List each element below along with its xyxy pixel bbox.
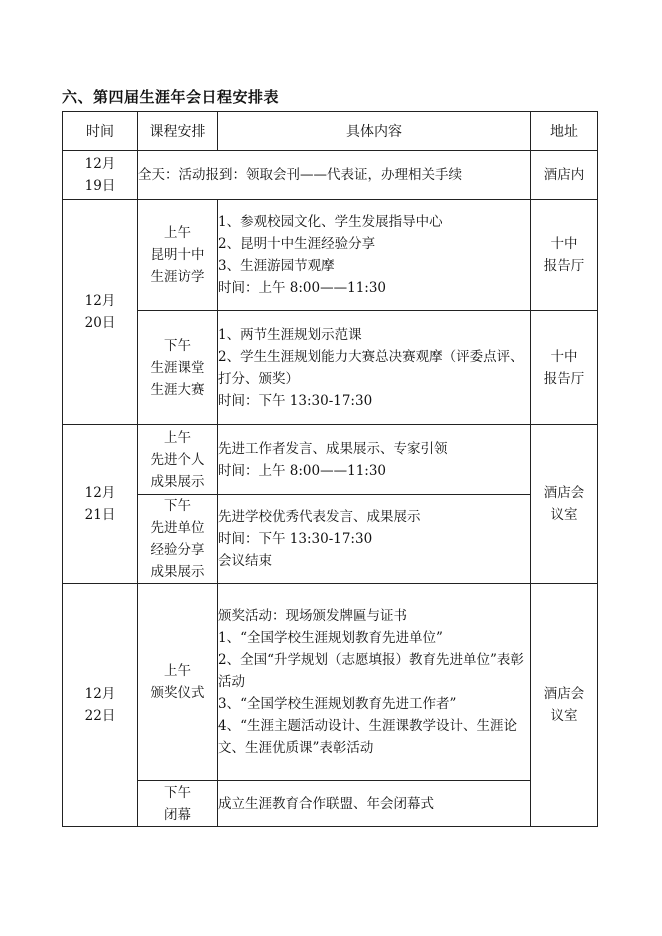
date-line: 12月 (84, 156, 116, 172)
program-line: 上午 (164, 225, 191, 241)
program-cell (138, 200, 218, 311)
program-line: 上午 (164, 663, 191, 679)
program-line: 生涯访学 (150, 269, 205, 285)
content-cell (218, 311, 531, 425)
location-cell (531, 425, 598, 584)
program-line: 先进单位 (150, 520, 205, 536)
content-line: 1、两节生涯规划示范课 (218, 326, 362, 343)
header-program: 课程安排 (138, 112, 218, 151)
table-row (63, 311, 598, 425)
program-cell (138, 584, 218, 781)
table-row (63, 584, 598, 781)
date-cell (63, 584, 138, 827)
location-cell (531, 311, 598, 425)
content-cell (218, 425, 531, 495)
content-line: 全天：活动报到：领取会刊——代表证，办理相关手续 (138, 167, 462, 183)
table-row (63, 781, 598, 827)
content-line: 成立生涯教育合作联盟、年会闭幕式 (218, 795, 434, 812)
header-location: 地址 (531, 112, 598, 151)
content-line: 先进工作者发言、成果展示、专家引领 (218, 440, 448, 457)
program-line: 经验分享 (150, 542, 205, 558)
header-content: 具体内容 (218, 112, 531, 151)
date-line: 20日 (84, 315, 116, 331)
table-row (63, 200, 598, 311)
content-line: 1、“全国学校生涯规划教育先进单位” (218, 630, 443, 646)
program-line: 下午 (164, 337, 191, 354)
page-title: 六、第四届生涯年会日程安排表 (62, 88, 280, 106)
program-line: 昆明十中 (150, 247, 205, 263)
content-line: 时间：上午 8:00——11:30 (218, 280, 387, 296)
program-line: 先进个人 (150, 451, 205, 468)
date-line: 12月 (84, 293, 116, 309)
content-line: 时间：下午 13:30-17:30 (218, 392, 373, 409)
program-line: 闭幕 (164, 806, 191, 823)
content-line: 3、“全国学校生涯规划教育先进工作者” (218, 696, 457, 712)
location-line: 议室 (550, 507, 578, 523)
content-line: 颁奖活动：现场颁发牌匾与证书 (218, 608, 407, 624)
program-cell (138, 495, 218, 584)
table-row (63, 151, 598, 200)
program-cell (138, 781, 218, 827)
program-line: 下午 (164, 784, 191, 801)
location-line: 酒店会 (543, 686, 585, 702)
date-line: 22日 (84, 708, 116, 724)
date-line: 21日 (84, 507, 116, 523)
program-line: 生涯大赛 (150, 381, 205, 398)
date-cell (63, 425, 138, 584)
content-cell (218, 584, 531, 781)
content-line: 1、参观校园文化、学生发展指导中心 (218, 214, 443, 230)
content-cell (138, 151, 531, 200)
content-line: 2、全国“升学规划（志愿填报）教育先进单位”表彰活动 (218, 652, 524, 690)
location-line: 报告厅 (543, 258, 585, 274)
table-row (63, 495, 598, 584)
date-cell (63, 151, 138, 200)
program-line: 上午 (164, 429, 191, 446)
content-cell (218, 781, 531, 827)
header-time: 时间 (63, 112, 138, 151)
date-line: 19日 (84, 178, 116, 194)
table-row (63, 425, 598, 495)
content-cell (218, 200, 531, 311)
location-line: 议室 (550, 708, 578, 724)
location-cell (531, 584, 598, 827)
table-header-row (63, 112, 598, 151)
location-line: 酒店内 (543, 167, 585, 183)
location-cell (531, 200, 598, 311)
program-line: 成果展示 (150, 564, 205, 580)
content-line: 先进学校优秀代表发言、成果展示 (218, 509, 421, 525)
content-line: 时间：上午 8:00——11:30 (218, 462, 387, 479)
program-line: 成果展示 (150, 473, 205, 490)
location-line: 酒店会 (543, 485, 585, 501)
content-line: 4、“生涯主题活动设计、生涯课教学设计、生涯论文、生涯优质课”表彰活动 (218, 718, 517, 756)
date-line: 12月 (84, 485, 116, 501)
content-cell (218, 495, 531, 584)
location-line: 十中 (550, 348, 578, 365)
location-line: 十中 (550, 236, 578, 252)
program-cell (138, 425, 218, 495)
content-line: 2、学生生涯规划能力大赛总决赛观摩（评委点评、打分、颁奖） (218, 348, 524, 387)
date-cell (63, 200, 138, 425)
content-line: 时间：下午 13:30-17:30 (218, 531, 373, 547)
program-line: 下午 (164, 498, 191, 514)
location-cell (531, 151, 598, 200)
schedule-table (62, 111, 598, 827)
program-line: 生涯课堂 (150, 359, 205, 376)
date-line: 12月 (84, 686, 116, 702)
program-cell (138, 311, 218, 425)
program-line: 颁奖仪式 (150, 685, 205, 701)
content-line: 2、昆明十中生涯经验分享 (218, 236, 376, 252)
content-line: 3、生涯游园节观摩 (218, 258, 335, 274)
content-line: 会议结束 (218, 553, 272, 569)
location-line: 报告厅 (543, 370, 585, 387)
